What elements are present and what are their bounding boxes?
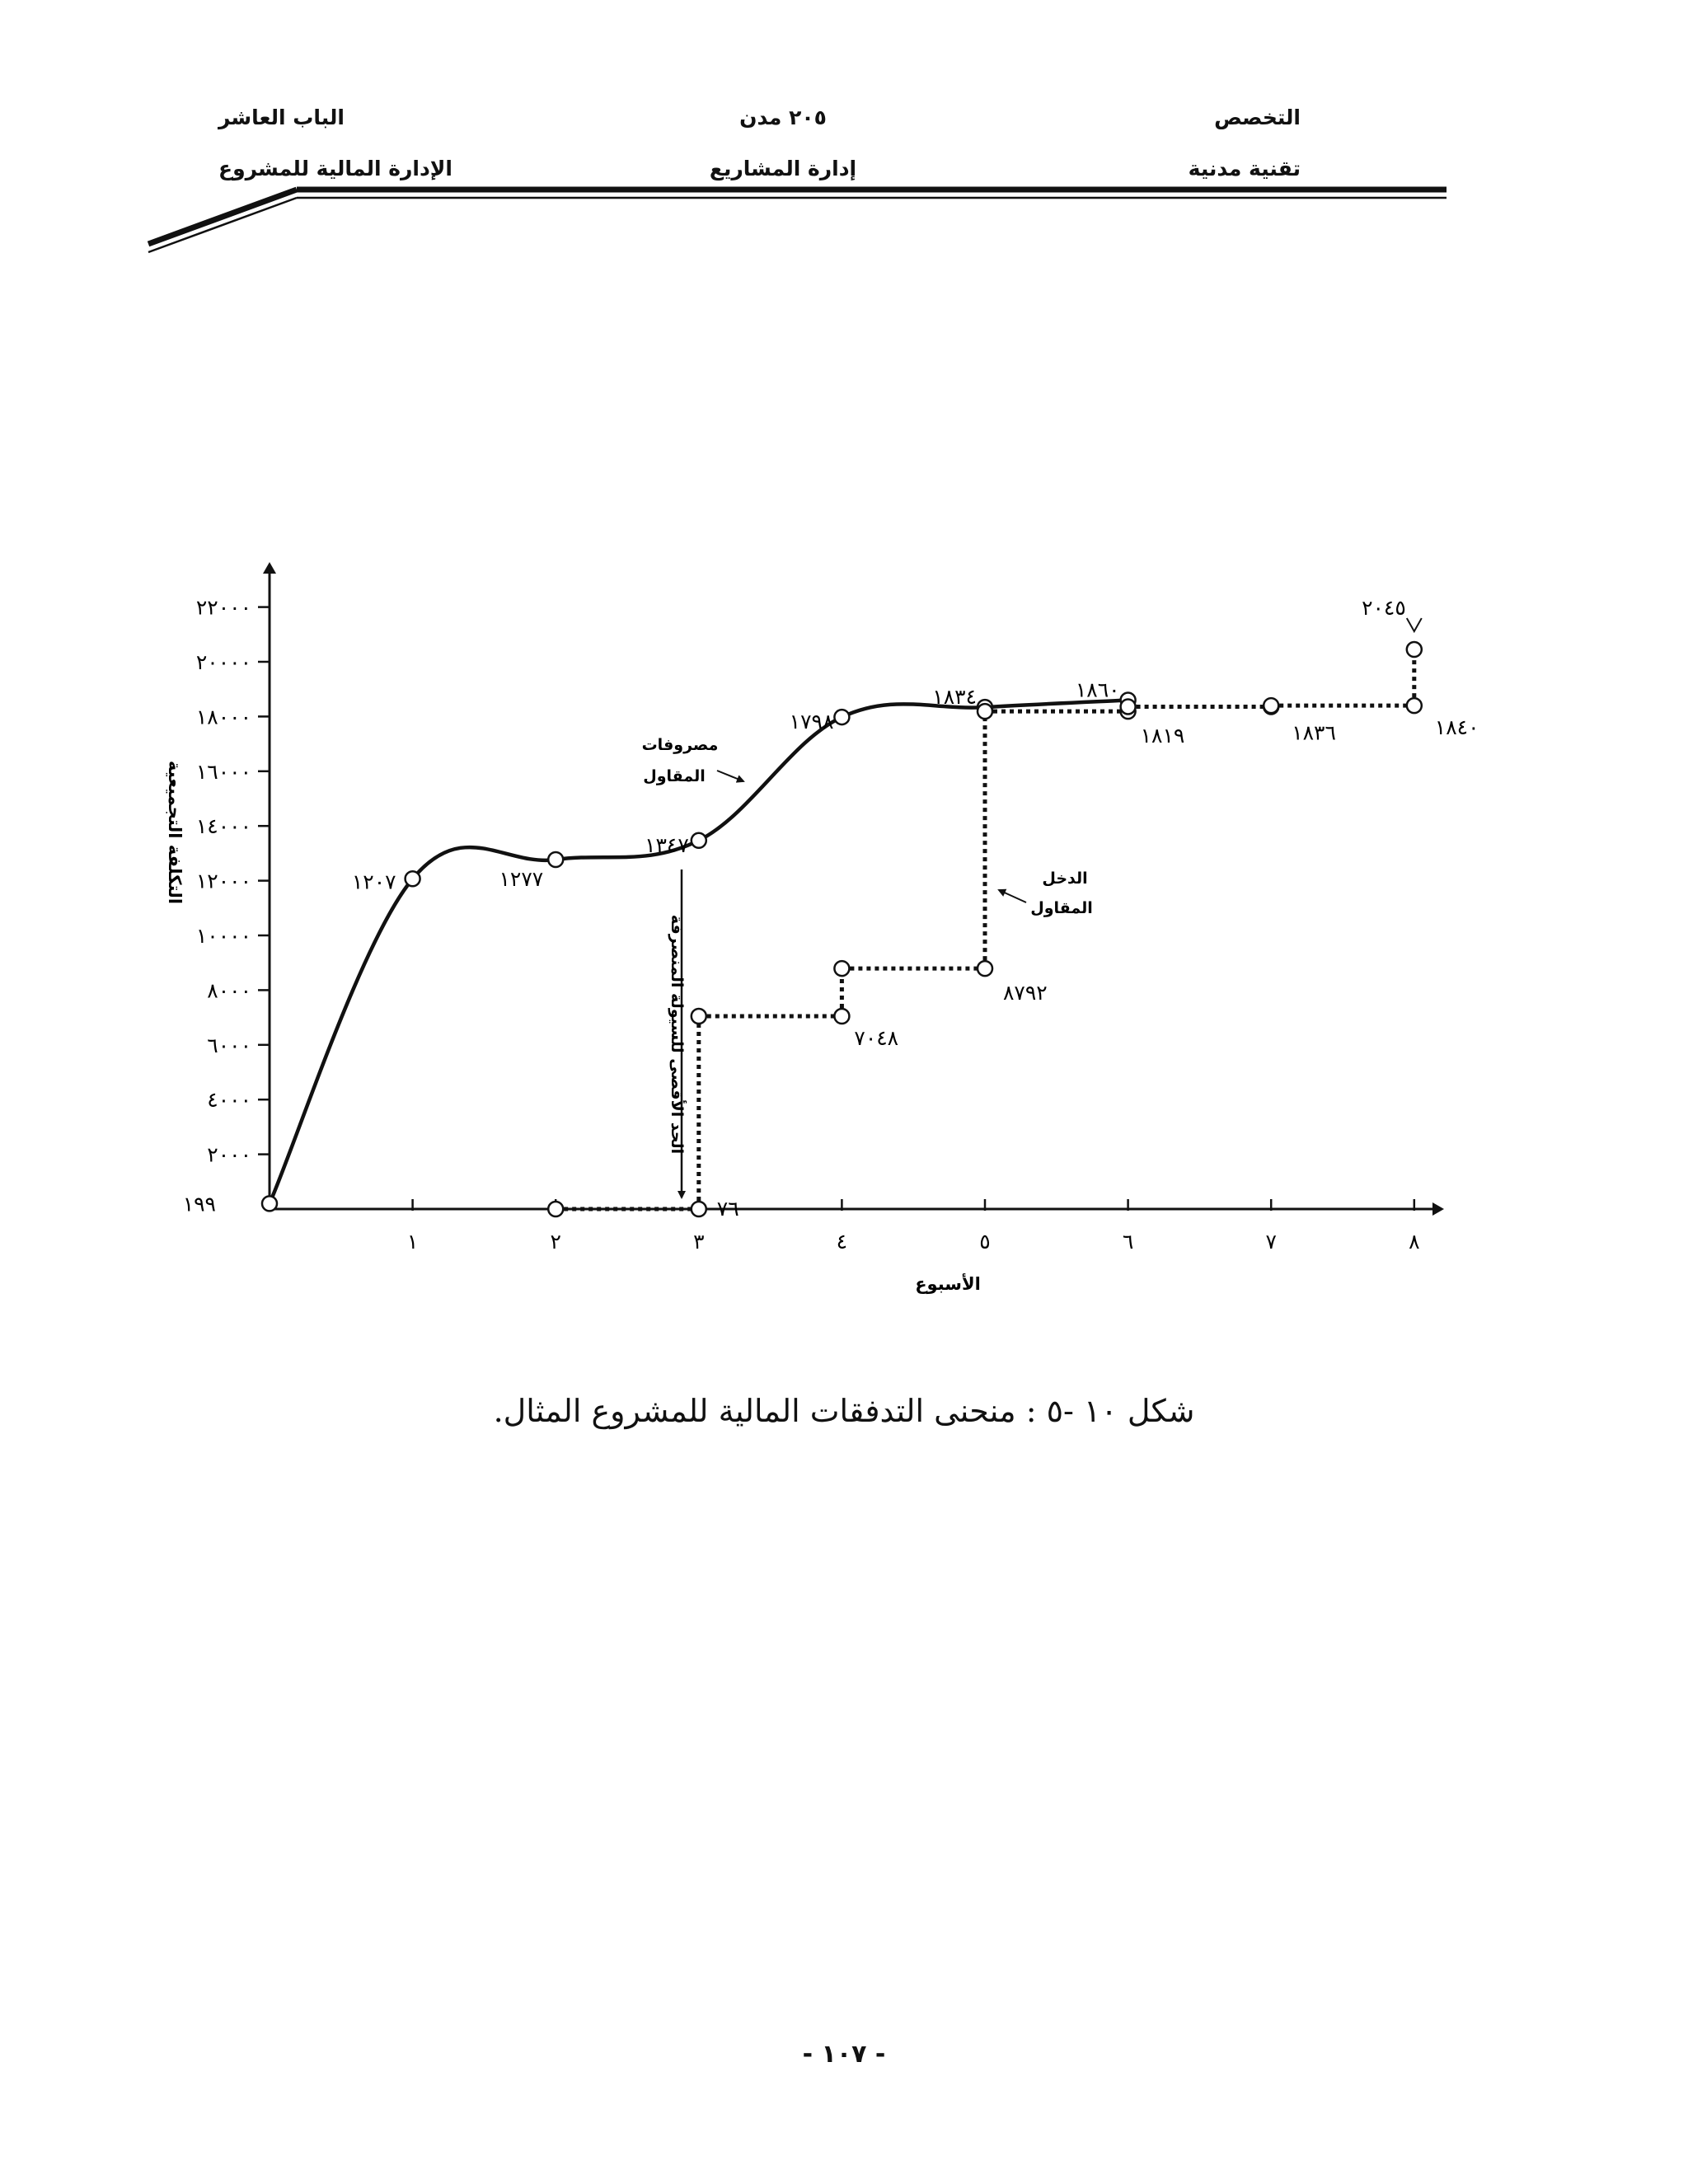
expenses-annotation-arrow <box>717 771 743 781</box>
expenses-value-label: ١٢٠٧ <box>351 869 396 894</box>
header-course-code: ٢٠٥ مدن <box>739 105 827 129</box>
expenses-value-label: ١٣٤٧ <box>645 832 689 857</box>
y-axis-title: التكلفة التجميعية <box>165 760 185 905</box>
figure-caption: شكل ١٠ -٥ : منحنى التدفقات المالية للمشروع المثال. <box>493 1393 1195 1429</box>
expenses-value-label: ١٨٣٤ <box>932 685 977 710</box>
page-number: - ١٠٧ - <box>802 2040 886 2069</box>
income-value-label: ١٨١٩ <box>1140 724 1185 748</box>
y-tick-label: ٦٠٠٠ <box>207 1033 251 1057</box>
y-tick-label: ٤٠٠٠ <box>207 1088 251 1113</box>
x-tick-label: ٦ <box>1122 1230 1134 1254</box>
expenses-annotation: مصروفات المقاول <box>641 736 719 785</box>
income-point <box>692 1009 706 1024</box>
expenses-point <box>262 1196 277 1211</box>
y-tick-label: ٨٠٠٠ <box>207 978 251 1003</box>
expenses-value-label: ١٢٧٧ <box>499 867 544 892</box>
income-annotation-arrow <box>999 890 1026 902</box>
chart-series <box>262 642 1422 1216</box>
chart-labels <box>183 596 1479 1221</box>
header-specialty-label: التخصص <box>1214 105 1301 129</box>
expenses-point <box>834 710 849 724</box>
header-course-name: إدارة المشاريع <box>709 157 857 180</box>
income-value-label: ٧٦ <box>716 1197 739 1221</box>
expenses-value-label: ١٧٩٨ <box>789 710 834 734</box>
income-point <box>834 1009 849 1024</box>
y-tick-label: ١٠٠٠٠ <box>195 924 251 948</box>
expenses-point <box>692 833 706 848</box>
y-tick-label: ١٢٠٠٠ <box>195 869 251 893</box>
x-tick-label: ٧ <box>1265 1230 1277 1254</box>
chart-axes <box>165 562 1444 1294</box>
income-annotation: الدخل المقاول <box>1030 869 1093 917</box>
header-chapter-title: الإدارة المالية للمشروع <box>218 157 452 180</box>
y-tick-label: ١٨٠٠٠ <box>195 705 251 729</box>
peak-marker-icon <box>1407 618 1422 631</box>
income-value-label: ٨٧٩٢ <box>1003 981 1048 1005</box>
expenses-point <box>406 871 420 886</box>
income-point <box>978 704 992 719</box>
income-value-label: ١٨٤٠ <box>1434 715 1479 740</box>
income-point <box>978 961 992 976</box>
x-tick-label: ٢ <box>550 1230 561 1254</box>
x-tick-label: ٥ <box>979 1230 991 1254</box>
expenses-point <box>548 852 563 867</box>
header-specialty-value: تقنية مدنية <box>1188 157 1301 180</box>
y-tick-label: ٢٢٠٠٠ <box>195 595 251 620</box>
income-point <box>1407 642 1422 657</box>
income-point <box>1264 698 1278 713</box>
x-tick-label: ٤ <box>836 1230 848 1254</box>
max-cash-annotation: الحد الأقصى للسيولة المنصرفة <box>668 914 686 1155</box>
y-axis-arrow-icon <box>263 562 276 574</box>
income-value-label: ٢٠٤٥ <box>1362 596 1406 621</box>
y-tick-label: ١٦٠٠٠ <box>195 759 251 784</box>
income-point <box>834 961 849 976</box>
income-value-label: ١٨٣٦ <box>1292 720 1336 745</box>
x-axis-title: الأسبوع <box>915 1274 981 1294</box>
income-value-label: ٧٠٤٨ <box>854 1026 899 1051</box>
y-tick-label: ١٤٠٠٠ <box>195 814 251 839</box>
income-point <box>1407 698 1422 713</box>
y-tick-label: ٢٠٠٠ <box>207 1142 251 1167</box>
expenses-value-label: ١٨٦٠ <box>1075 677 1120 702</box>
x-tick-label: ٣ <box>693 1230 705 1254</box>
x-tick-label: ١ <box>406 1230 419 1254</box>
income-point <box>1121 699 1136 714</box>
income-point <box>548 1202 563 1216</box>
expenses-value-label: ١٩٩ <box>182 1192 216 1216</box>
income-point <box>692 1202 706 1216</box>
x-axis-arrow-icon <box>1432 1202 1444 1216</box>
x-tick-label: ٨ <box>1409 1230 1420 1254</box>
header-chapter-label: الباب العاشر <box>218 105 345 129</box>
y-tick-label: ٢٠٠٠٠ <box>195 650 251 674</box>
